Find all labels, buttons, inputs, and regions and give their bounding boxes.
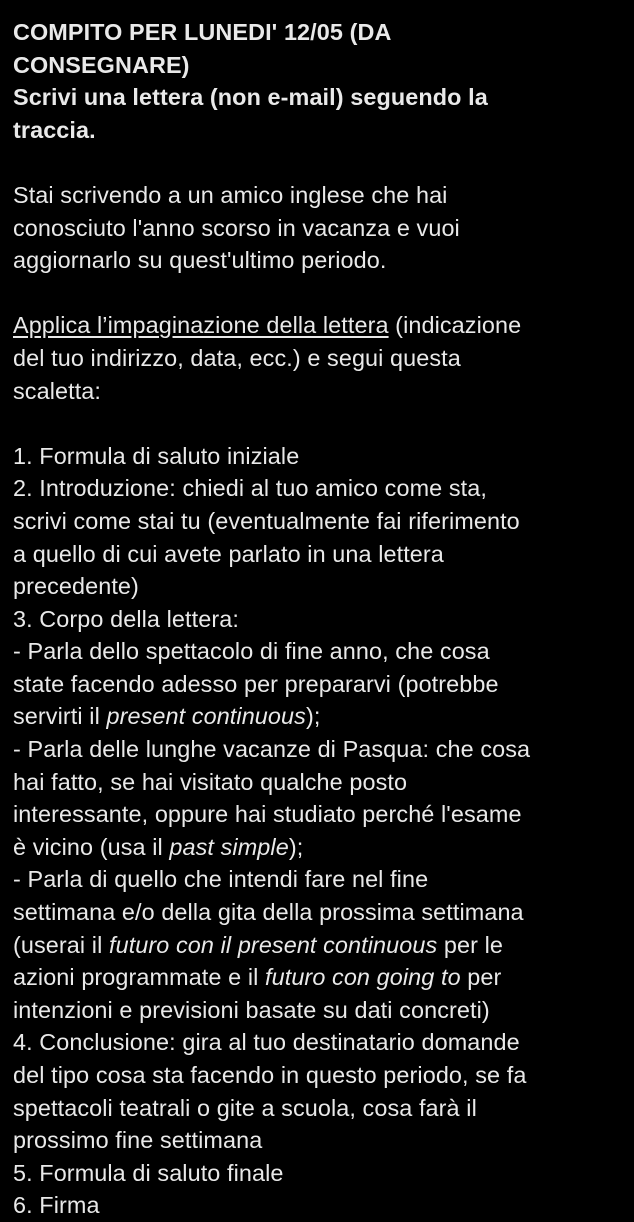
instruction-line: scaletta:: [13, 377, 102, 404]
intro-line: aggiornarlo su quest'ultimo periodo.: [13, 247, 387, 274]
step-2-line: precedente): [13, 573, 139, 600]
bullet-1-line: - Parla dello spettacolo di fine anno, che cosa: [13, 638, 490, 665]
step-4-line: del tipo cosa sta facendo in questo periodo, se fa: [13, 1062, 527, 1088]
text-segment: per: [460, 964, 502, 991]
instruction-line: del tuo indirizzo, data, ecc.) e segui questa: [13, 344, 461, 371]
blank-line: [13, 407, 631, 440]
step-4-line: 4. Conclusione: gira al tuo destinatario domande: [13, 1029, 520, 1056]
intro-line: Stai scrivendo a un amico inglese che hai: [13, 181, 448, 208]
outline-list: [13, 440, 631, 1222]
bullet-2-line: - Parla delle lunghe vacanze di Pasqua: che cosa: [13, 736, 531, 763]
step-3: 3. Corpo della lettera:: [13, 605, 239, 632]
bullet-1-line: [13, 700, 631, 733]
title-line: COMPITO PER LUNEDI' 12/05 (DA: [13, 19, 392, 45]
instruction-text: (indicazione: [388, 312, 522, 339]
blank-line: [13, 146, 631, 179]
italic-term: past simple: [169, 833, 289, 860]
text-segment: );: [288, 833, 304, 860]
bullet-3-line: - Parla di quello che intendi fare nel fine: [13, 866, 429, 893]
message-title: [13, 16, 631, 81]
layout-instruction: [13, 309, 631, 407]
step-2-line: scrivi come stai tu (eventualmente fai riferimento: [13, 507, 520, 534]
subtitle-line: Scrivi una lettera (non e-mail) seguendo la: [13, 84, 488, 111]
step-5: 5. Formula di saluto finale: [13, 1159, 284, 1186]
step-2-line: 2. Introduzione: chiedi al tuo amico come sta,: [13, 475, 487, 502]
bullet-3-line: [13, 961, 631, 994]
subtitle-line: traccia.: [13, 116, 96, 143]
italic-term: futuro con going to: [265, 964, 461, 991]
title-line: CONSEGNARE): [13, 51, 190, 78]
step-4-line: prossimo fine settimana: [13, 1127, 263, 1154]
step-6: 6. Firma: [13, 1192, 100, 1219]
step-1: 1. Formula di saluto iniziale: [13, 442, 300, 469]
bullet-2-line: hai fatto, se hai visitato qualche posto: [13, 768, 408, 795]
message-body: [13, 16, 631, 1222]
underlined-instruction: Applica l’impaginazione della lettera: [13, 312, 389, 339]
text-segment: );: [305, 703, 321, 730]
bullet-3-line: settimana e/o della gita della prossima settimana: [13, 899, 524, 926]
message-subtitle: [13, 81, 631, 146]
instruction-line: [13, 309, 631, 342]
bullet-3-line: intenzioni e previsioni basate su dati concreti): [13, 996, 490, 1023]
bullet-3-line: [13, 929, 631, 962]
text-segment: per le: [437, 931, 503, 958]
intro-paragraph: [13, 179, 631, 277]
step-2-line: a quello di cui avete parlato in una lettera: [13, 540, 444, 567]
bullet-2-line: interessante, oppure hai studiato perché l'esame: [13, 801, 522, 828]
blank-line: [13, 277, 631, 310]
step-4-line: spettacoli teatrali o gite a scuola, cosa farà il: [13, 1094, 477, 1121]
italic-term: futuro con il present continuous: [109, 931, 438, 958]
text-segment: servirti il: [13, 703, 107, 730]
bullet-2-line: [13, 831, 631, 864]
text-segment: (userai il: [13, 931, 109, 958]
intro-line: conosciuto l'anno scorso in vacanza e vuoi: [13, 214, 460, 241]
text-segment: è vicino (usa il: [13, 833, 170, 860]
bullet-1-line: state facendo adesso per prepararvi (potrebbe: [13, 670, 499, 697]
italic-term: present continuous: [106, 703, 306, 730]
text-segment: azioni programmate e il: [13, 964, 266, 991]
